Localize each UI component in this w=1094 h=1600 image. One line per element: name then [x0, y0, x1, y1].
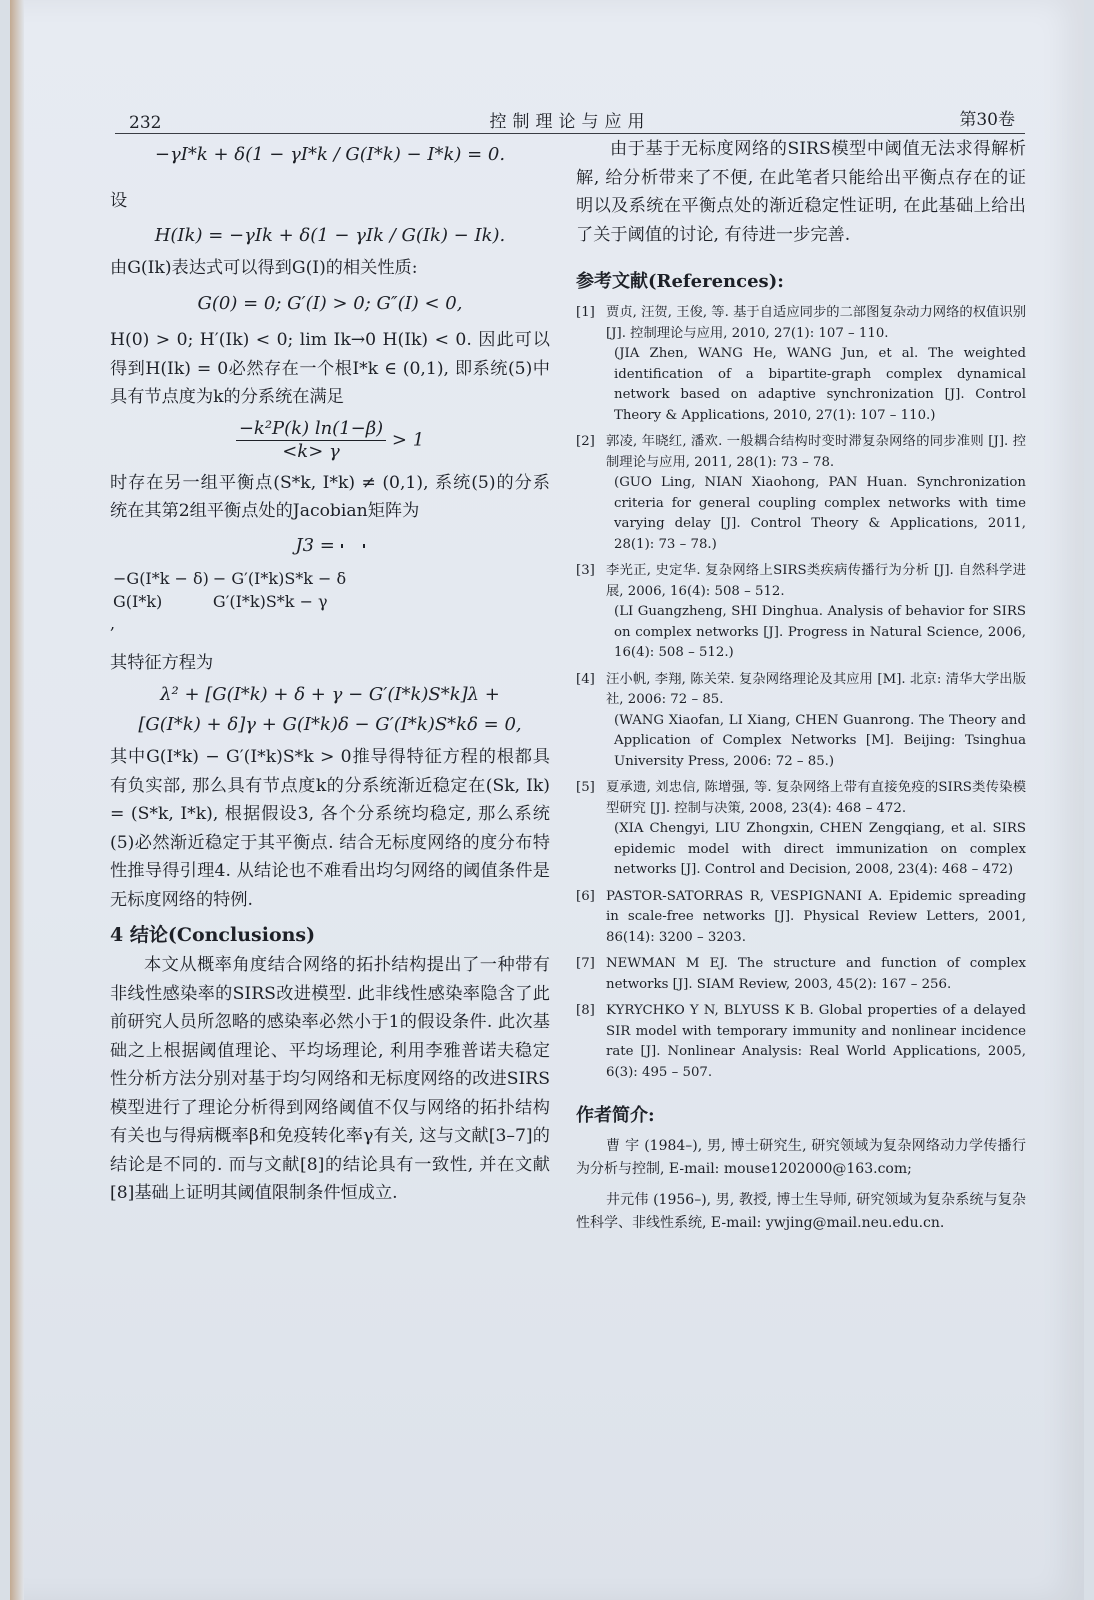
paper-page — [10, 0, 1084, 1600]
matrix-cell: G(I*k) — [113, 591, 163, 611]
text-conclusion: 本文从概率角度结合网络的拓扑结构提出了一种带有非线性感染率的SIRS改进模型. 此非线性感染率隐含了此前研究人员所忽略的感染率必然小于1的假设条件. 此次基础之上根据阈值理论、平均场理论, 利用李雅普诺夫稳定性分析方法分别对基于均匀网络和无标度网络的改进SIRS模型进行了理论分析得到网络阈值不仅与网络的拓扑结构有关也与得病概率β和免疫转化率γ有关, 这与文献[3–7]的结论是不同的. 而与文献[8]的结论具有一致性, 并在文献[8]基础上证明其阈值限制条件恒成立. — [110, 955, 550, 1203]
text-properties: 由G(Ik)表达式可以得到G(I)的相关性质: — [110, 257, 418, 278]
reference-text: KYRYCHKO Y N, BLYUSS K B. Global properties of a delayed SIR model with temporary immunity and nonlinear incidence rate [J]. Nonlinear Analysis: Real World Applications, 2005, 6(3): 495 – 507. — [606, 1003, 1026, 1080]
running-header — [115, 103, 1025, 134]
equation-G-properties: G(0) = 0; G′(I) > 0; G″(I) < 0, — [197, 293, 463, 314]
reference-item — [576, 432, 1026, 555]
threshold-rhs: > 1 — [391, 429, 425, 450]
show-through-shadow — [170, 1190, 550, 1310]
reference-text: PASTOR-SATORRAS R, VESPIGNANI A. Epidemic spreading in scale-free networks [J]. Physical Review Letters, 2001, 86(14): 3200 – 3203. — [606, 888, 1026, 945]
author-bio: 井元伟 (1956–), 男, 教授, 博士生导师, 研究领域为复杂系统与复杂性科学、非线性系统, E-mail: ywjing@mail.neu.edu.cn. — [576, 1192, 1026, 1231]
reference-number: [6] — [576, 888, 595, 904]
text-H-properties: H(0) > 0; H′(Ik) < 0; lim Ik→0 H(Ik) < 0. 因此可以得到H(Ik) = 0必然存在一个根I*k ∈ (0,1), 即系统(5)中具有节点度为k的分系统在满足 — [110, 330, 550, 407]
reference-number: [8] — [576, 1003, 595, 1018]
equation-jacobian — [110, 532, 550, 560]
reference-item — [576, 561, 1026, 664]
text-characteristic: 其特征方程为 — [110, 652, 214, 673]
matrix-cell: G′(I*k)S*k − γ — [212, 591, 328, 611]
reference-translation: (JIA Zhen, WANG He, WANG Jun, et al. The weighted identification of a bipartite-graph complex dynamical network based on adaptive synchronization [J]. Control Theory & Applications, 2010, 27(1): 107 – 110.) — [614, 346, 1026, 423]
jacobian-matrix — [341, 544, 365, 548]
reference-text: NEWMAN M EJ. The structure and function of complex networks [J]. SIAM Review, 2003, 45(2): 167 – 256. — [606, 956, 1026, 992]
page-number: 232 — [129, 113, 162, 133]
text-equilibrium: 时存在另一组平衡点(S*k, I*k) ≠ (0,1), 系统(5)的分系统在其第2组平衡点处的Jacobian矩阵为 — [110, 472, 550, 521]
matrix-cell: − G′(I*k)S*k − δ — [212, 568, 347, 588]
jacobian-lhs: J3 = — [295, 534, 335, 556]
reference-item — [576, 778, 1026, 881]
reference-list — [576, 303, 1026, 1083]
reference-translation: (LI Guangzheng, SHI Dinghua. Analysis of behavior for SIRS on complex networks [J]. Progress in Natural Science, 2006, 16(4): 508 – 512.) — [614, 604, 1026, 660]
equation-characteristic-2: [G(I*k) + δ]γ + G(I*k)δ − G′(I*k)S*kδ = 0, — [138, 714, 522, 735]
left-column: −γI*k + δ(1 − γI*k / G(I*k) − I*k) = 0. 设 H(Ik) = −γIk + δ(1 − γIk / G(Ik) − Ik). 由G(Ik)表达式可以得到G(I)的相关性质: G(0) = 0; G′(I) > 0; G″(I) < 0, H(0) > 0; H′(Ik) < 0; lim Ik→0 H(Ik) < 0. 因此可以得到H(Ik) = 0必然存在一个根I*k ∈ (0,1), 即系统(5)中具有节点度为k的分系统在满足 $\frac{\text{−k²P(k) ln(1−β)}}{<k> \gamma}$ > 1 时存在另一组平衡点(S*k, I*k) ≠ (0,1), 系统(5)的分系统在其第2组平衡点处的Jacobian矩阵为 J3 = −G(I*k − δ) − G′(I*k)S*k − δ G(I*k) G′(I*k)S*k − γ , 其特征方程为 λ² + [G(I*k) + δ + γ − G′(I*k)S*k]λ + [G(I*k) + δ]γ + G(I*k)δ − G′(I*k)S*kδ = 0, 其中G(I*k) − G′(I*k)S*k > 0推导得特征方程的根都具有负实部, 那么具有节点度k的分系统渐近稳定在(Sk, Ik) = (S*k, I*k), 根据假设3, 各个分系统均稳定, 那么系统(5)必然渐近稳定于其平衡点. 结合无标度网络的度分布特性推导得引理4. 从结论也不难看出均匀网络的阈值条件是无标度网络的特例. 4 结论(Conclusions) 本文从概率角度结合网络的拓扑结构提出了一种带有非线性感染率的SIRS改进模型. 此非线性感染率隐含了此前研究人员所忽略的感染率必然小于1的假设条件. 此次基础之上根据阈值理论、平均场理论, 利用李雅普诺夫稳定性分析方法分别对基于均匀网络和无标度网络的改进SIRS模型进行了理论分析得到网络阈值不仅与网络的拓扑结构有关也与得病概率β和免疫转化率γ有关, 这与文献[3–7]的结论是不同的. 而与文献[8]的结论具有一致性, 并在文献[8]基础上证明其阈值限制条件恒成立. — [110, 135, 550, 1208]
reference-text: 郭凌, 年晓红, 潘欢. 一般耦合结构时变时滞复杂网络的同步准则 [J]. 控制理论与应用, 2011, 28(1): 73 – 78. — [606, 434, 1026, 470]
reference-item — [576, 670, 1026, 773]
equation-equilibrium: −γI*k + δ(1 − γI*k / G(I*k) − I*k) = 0. — [154, 144, 506, 165]
reference-number: [3] — [576, 563, 595, 578]
equation-H: H(Ik) = −γIk + δ(1 − γIk / G(Ik) − Ik). — [154, 224, 506, 246]
references-heading: 参考文献(References): — [576, 271, 784, 292]
authors-heading: 作者简介: — [576, 1105, 655, 1126]
text-stability: 其中G(I*k) − G′(I*k)S*k > 0推导得特征方程的根都具有负实部, 那么具有节点度k的分系统渐近稳定在(Sk, Ik) = (S*k, I*k), 根据假设3, 各个分系统均稳定, 那么系统(5)必然渐近稳定于其平衡点. 结合无标度网络的度分布特性推导得引理4. 从结论也不难看出均匀网络的阈值条件是无标度网络的特例. — [110, 747, 550, 910]
reference-translation: (XIA Chengyi, LIU Zhongxin, CHEN Zengqiang, et al. SIRS epidemic model with direct immunization on complex networks [J]. Control and Decision, 2008, 23(4): 468 – 472) — [614, 821, 1026, 877]
right-column — [576, 135, 1026, 1243]
reference-item — [576, 887, 1026, 949]
text-set: 设 — [110, 191, 128, 211]
reference-text: 李光正, 史定华. 复杂网络上SIRS类疾病传播行为分析 [J]. 自然科学进展, 2006, 16(4): 508 – 512. — [606, 563, 1026, 599]
equation-threshold — [110, 418, 550, 463]
reference-number: [4] — [576, 671, 595, 687]
journal-title: 控制理论与应用 — [489, 112, 651, 132]
reference-item — [576, 954, 1026, 995]
text-intro: 由于基于无标度网络的SIRS模型中阈值无法求得解析解, 给分析带来了不便, 在此笔者只能给出平衡点存在的证明以及系统在平衡点处的渐近稳定性证明, 在此基础上给出了关于阈值的讨论, 有待进一步完善. — [576, 139, 1026, 245]
reference-text: 夏承遗, 刘忠信, 陈增强, 等. 复杂网络上带有直接免疫的SIRS类传染模型研究 [J]. 控制与决策, 2008, 23(4): 468 – 472. — [606, 780, 1026, 816]
reference-item — [576, 303, 1026, 426]
reference-translation: (GUO Ling, NIAN Xiaohong, PAN Huan. Synchronization criteria for general coupling complex networks with time varying delay [J]. Control Theory & Applications, 2011, 28(1): 73 – 78.) — [614, 475, 1026, 552]
reference-text: 贾贞, 汪贺, 王俊, 等. 基于自适应同步的二部图复杂动力网络的权值识别 [J]. 控制理论与应用, 2010, 27(1): 107 – 110. — [606, 305, 1026, 341]
equation-characteristic-1: λ² + [G(I*k) + δ + γ − G′(I*k)S*k]λ + — [160, 684, 500, 705]
reference-text: 汪小帆, 李翔, 陈关荣. 复杂网络理论及其应用 [M]. 北京: 清华大学出版社, 2006: 72 – 85. — [606, 671, 1026, 707]
reference-number: [2] — [576, 434, 595, 449]
threshold-numerator: −k²P(k) ln(1−β) — [236, 418, 386, 441]
reference-item — [576, 1001, 1026, 1083]
reference-number: [7] — [576, 956, 595, 971]
volume-label: 第30卷 — [959, 110, 1015, 130]
threshold-denominator: <k> γ — [282, 440, 340, 462]
author-bio: 曹 宇 (1984–), 男, 博士研究生, 研究领域为复杂网络动力学传播行为分析与控制, E-mail: mouse1202000@163.com; — [576, 1138, 1026, 1177]
reference-number: [1] — [576, 305, 595, 320]
reference-number: [5] — [576, 780, 595, 795]
reference-translation: (WANG Xiaofan, LI Xiang, CHEN Guanrong. The Theory and Application of Complex Networks [M]. Beijing: Tsinghua University Press, 2006: 72 – 85.) — [614, 712, 1026, 769]
threshold-fraction — [236, 418, 386, 463]
section-heading-conclusions: 4 结论(Conclusions) — [110, 924, 316, 946]
matrix-cell: −G(I*k − δ) — [113, 568, 209, 588]
